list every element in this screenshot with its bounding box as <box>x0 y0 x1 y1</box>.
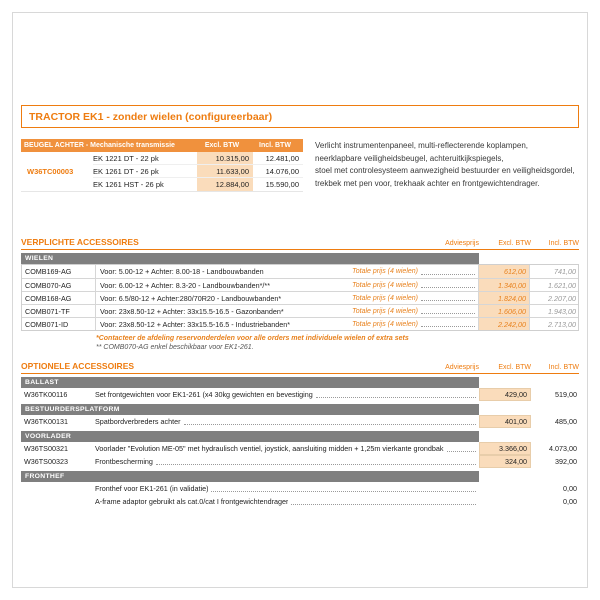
dotted-leader <box>421 287 475 288</box>
accessory-description: Fronthef voor EK1-261 (in validatie) <box>95 484 209 493</box>
table-row <box>21 442 579 455</box>
footnote-spare-parts: *Contacteer de afdeling reservonderdelen voor alle orders met individuele wielen of extra sets <box>96 335 409 342</box>
table-row <box>93 165 303 178</box>
accessory-code: W36TS00321 <box>24 444 68 453</box>
footnote-comb070: ** COMB070-AG enkel beschikbaar voor EK1-261. <box>96 344 254 351</box>
table-row <box>22 265 578 278</box>
configuration-code: W36TC00003 <box>27 167 74 176</box>
model-section <box>21 139 579 192</box>
group-bar-label: BESTUURDERSPLATFORM <box>25 406 120 413</box>
price-incl: 392,00 <box>555 457 577 466</box>
section-title: VERPLICHTE ACCESSOIRES <box>21 237 139 247</box>
section-header-verplichte-accessoires <box>21 237 579 250</box>
table-row <box>22 278 578 291</box>
accessory-description: Voor: 5.00-12 + Achter: 8.00-18 - Landbouwbanden <box>100 267 264 276</box>
accessory-code <box>21 495 95 508</box>
price-incl: 2.207,00 <box>548 293 576 303</box>
column-header-incl-btw: Incl. BTW <box>259 142 291 149</box>
column-header-excl-btw: Excl. BTW <box>498 364 531 371</box>
price-excl: 10.315,00 <box>197 152 253 164</box>
dotted-leader <box>421 300 475 301</box>
description-line: neerklapbare veiligheidsbeugel, achteruitkijkspiegels, <box>315 153 504 163</box>
accessory-code: COMB168-AG <box>22 292 96 304</box>
model-rows <box>93 152 303 191</box>
table-row <box>21 388 579 401</box>
table-row <box>93 152 303 165</box>
accessory-code: COMB169-AG <box>22 265 96 278</box>
accessory-code: W36TS00323 <box>24 457 68 466</box>
table-row <box>21 415 579 428</box>
price-incl: 0,00 <box>563 484 577 493</box>
description-line: stoel met controlesysteem aanwezigheid bestuurder en veiligheidsgordel, <box>315 166 575 176</box>
document-page <box>12 12 588 588</box>
accessory-description: Frontbescherming <box>95 457 153 466</box>
price-excl: 401,00 <box>479 415 531 428</box>
price-excl <box>479 495 531 508</box>
accessory-code: COMB070-AG <box>22 279 96 291</box>
price-incl: 519,00 <box>555 390 577 399</box>
price-excl: 1.340,00 <box>478 279 530 291</box>
table-row <box>22 304 578 317</box>
group-bar-fronthef <box>21 471 479 482</box>
dotted-leader <box>291 504 476 505</box>
dotted-leader <box>316 397 476 398</box>
table-row <box>93 178 303 191</box>
price-label: Totale prijs (4 wielen) <box>352 281 418 289</box>
dotted-leader <box>421 326 475 327</box>
price-excl: 429,00 <box>479 388 531 401</box>
price-incl: 14.076,00 <box>265 166 299 176</box>
model-name: EK 1261 DT - 26 pk <box>93 166 159 176</box>
page-title <box>21 105 579 128</box>
group-bar-label: FRONTHEF <box>25 473 65 480</box>
group-bar-label: BALLAST <box>25 379 59 386</box>
column-header-adviesprijs: Adviesprijs <box>445 240 479 247</box>
dotted-leader <box>184 424 477 425</box>
column-header-adviesprijs: Adviesprijs <box>445 364 479 371</box>
accessory-description: Voor: 23x8.50-12 + Achter: 33x15.5-16.5 - Gazonbanden* <box>100 306 284 316</box>
accessory-description: A-frame adaptor gebruikt als cat.0/cat I frontgewichtendrager <box>95 497 289 506</box>
dotted-leader <box>421 313 475 314</box>
model-table-header-label: BEUGEL ACHTER - Mechanische transmissie <box>24 142 175 149</box>
table-row <box>21 482 579 495</box>
accessory-code: W36TK00131 <box>24 417 68 426</box>
description-line: Verlicht instrumentenpaneel, multi-reflecterende koplampen, <box>315 141 529 150</box>
group-bar-voorlader <box>21 431 479 442</box>
group-bar-ballast <box>21 377 479 388</box>
price-incl: 2.713,00 <box>548 319 576 329</box>
column-header-incl-btw: Incl. BTW <box>548 240 579 247</box>
group-bar-wielen <box>21 253 479 264</box>
price-excl: 2.242,00 <box>478 318 530 330</box>
accessory-code: W36TK00116 <box>24 390 68 399</box>
dotted-leader <box>211 491 476 492</box>
price-label: Totale prijs (4 wielen) <box>352 268 418 275</box>
dotted-leader <box>421 274 475 275</box>
column-header-incl-btw: Incl. BTW <box>548 364 579 371</box>
section-title: OPTIONELE ACCESSOIRES <box>21 361 135 371</box>
price-incl: 0,00 <box>563 497 577 506</box>
price-incl: 1.943,00 <box>548 306 576 316</box>
price-label: Totale prijs (4 wielen) <box>352 307 418 315</box>
table-row <box>22 317 578 330</box>
model-table-body <box>21 152 303 192</box>
price-incl: 4.073,00 <box>549 444 577 453</box>
dotted-leader <box>447 451 477 452</box>
accessory-description: Voor: 6.5/80-12 + Achter:280/70R20 - Landbouwbanden* <box>100 293 282 303</box>
price-incl: 12.481,00 <box>265 153 299 163</box>
price-excl: 1.606,00 <box>478 305 530 317</box>
column-header-excl-btw: Excl. BTW <box>498 240 531 247</box>
price-excl: 3.366,00 <box>479 442 531 455</box>
price-incl: 15.590,00 <box>265 180 299 189</box>
accessory-code: COMB071-TF <box>22 305 96 317</box>
wheels-table <box>21 264 579 331</box>
model-name: EK 1221 DT - 22 pk <box>93 153 159 163</box>
accessory-description: Voor: 23x8.50-12 + Achter: 33x15.5-16.5 - Industriebanden* <box>100 319 291 329</box>
price-excl: 11.633,00 <box>197 165 253 177</box>
table-row <box>22 291 578 304</box>
price-label: Totale prijs (4 wielen) <box>352 294 418 302</box>
price-excl: 1.824,00 <box>478 292 530 304</box>
group-bar-label: VOORLADER <box>25 433 72 440</box>
group-bar-bestuurdersplatform <box>21 404 479 415</box>
price-label: Totale prijs (4 wielen) <box>352 320 418 328</box>
equipment-description <box>315 139 579 192</box>
price-excl: 12.884,00 <box>197 178 253 191</box>
price-incl: 741,00 <box>554 267 576 276</box>
section-header-optionele-accessoires <box>21 361 579 374</box>
price-excl: 612,00 <box>478 265 530 278</box>
price-incl: 1.621,00 <box>548 280 576 290</box>
accessory-code: COMB071-ID <box>22 318 96 330</box>
price-excl <box>479 482 531 495</box>
dotted-leader <box>156 464 476 465</box>
accessory-description: Voor: 6.00-12 + Achter: 8.3-20 - Landbouwbanden*/** <box>100 280 271 290</box>
model-table-header <box>21 139 303 152</box>
model-price-table <box>21 139 303 192</box>
accessory-description: Spatbordverbreders achter <box>95 417 181 426</box>
page-title-text: TRACTOR EK1 - zonder wielen (configureerbaar) <box>29 110 273 123</box>
table-row <box>21 455 579 468</box>
price-incl: 485,00 <box>555 417 577 426</box>
accessory-description: Set frontgewichten voor EK1-261 (x4 30kg gewichten en bevestiging <box>95 390 313 399</box>
accessory-description: Voorlader "Evolution ME-05" met hydraulisch ventiel, joystick, aansluiting midden + 1,25m vierkante grondbak <box>95 444 444 453</box>
model-name: EK 1261 HST - 26 pk <box>93 180 164 189</box>
price-excl: 324,00 <box>479 455 531 468</box>
description-line: trekbek met pen voor, trekhaak achter en frontgewichtendrager. <box>315 178 540 188</box>
group-bar-label: WIELEN <box>25 255 54 262</box>
column-header-excl-btw: Excl. BTW <box>204 142 240 149</box>
table-row <box>21 495 579 508</box>
accessory-code <box>21 482 95 495</box>
